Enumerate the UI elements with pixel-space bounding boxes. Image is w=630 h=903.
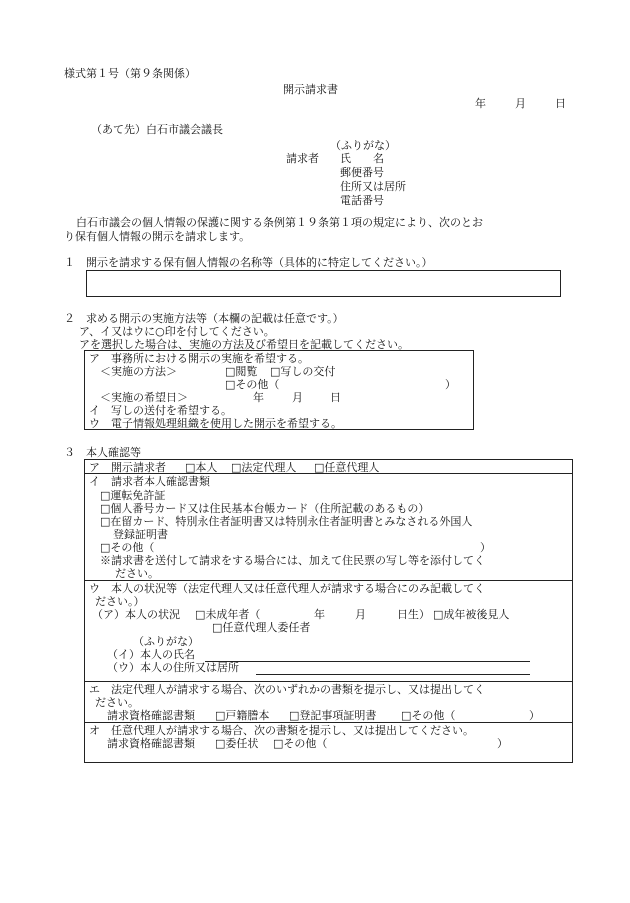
residence-card-continued: 登録証明書 [113, 528, 168, 541]
id-documents-heading: イ 請求者本人確認書類 [89, 475, 210, 488]
section2-option-a[interactable]: ア 事務所における開示の実施を希望する。 [89, 352, 309, 365]
method-other-checkbox[interactable]: □その他（ [225, 378, 280, 391]
requester-type-label: ア 開示請求者 [89, 461, 166, 474]
row-divider [84, 681, 573, 682]
principal-status-label: （ア）本人の状況 [92, 608, 180, 621]
id-other-checkbox[interactable]: □その他（ [100, 541, 155, 554]
legal-agent-docs-heading: エ 法定代理人が請求する場合、次のいずれかの書類を提示し、又は提出してく [89, 683, 485, 696]
section1-heading: １ 開示を請求する保有個人情報の名称等（具体的に特定してください。） [64, 256, 433, 269]
mail-request-note: ※請求書を送付して請求をする場合には、加えて住民票の写し等を添付してく [100, 554, 485, 567]
requester-furigana: （ふりがな） [330, 139, 396, 152]
minor-checkbox[interactable]: □未成年者（ [195, 608, 261, 621]
addressee: （あて先）白石市議会議長 [91, 123, 223, 136]
proxy-letter-checkbox[interactable]: □委任状 [215, 737, 259, 750]
voluntary-agent-docs-label: 請求資格確認書類 [107, 737, 195, 750]
row-divider [84, 473, 573, 474]
requester-name-label: 氏 名 [340, 152, 384, 165]
section3-heading: ３ 本人確認等 [64, 446, 141, 459]
registry-certificate-checkbox[interactable]: □登記事項証明書 [289, 709, 377, 722]
section2-heading: ２ 求める開示の実施方法等（本欄の記載は任意です。） [64, 312, 344, 325]
method-other-close: ） [445, 378, 456, 391]
date-day-label: 日 [555, 97, 566, 110]
birth-month-label: 月 [355, 608, 366, 621]
form-number: 様式第１号（第９条関係） [64, 67, 196, 80]
section2-note-1: ア、イ又はウに○印を付してください。 [79, 325, 275, 338]
date-month-label: 月 [515, 97, 526, 110]
preferred-date-month: 月 [292, 391, 303, 404]
principal-name-label: （イ）本人の氏名 [107, 648, 195, 661]
section2-option-c[interactable]: ウ 電子情報処理組織を使用した開示を希望する。 [89, 417, 342, 430]
intro-line-1: 白石市議会の個人情報の保護に関する条例第１９条第１項の規定により、次のとお [76, 216, 483, 229]
principal-address-label: （ウ）本人の住所又は居所 [107, 661, 239, 674]
principal-status-heading: ウ 本人の状況等（法定代理人又は任意代理人が請求する場合にのみ記載してく [89, 582, 485, 595]
principal-status-heading-continued: ださい。） [95, 595, 145, 608]
preferred-date-label: ＜実施の希望日＞ [100, 391, 188, 404]
principal-name-line[interactable] [205, 661, 530, 662]
voluntary-other-close: ） [497, 737, 508, 750]
mail-request-note-continued: ださい。 [115, 567, 159, 580]
requester-label: 請求者 [286, 152, 319, 165]
requester-legal-agent-checkbox[interactable]: □法定代理人 [231, 461, 297, 474]
requester-self-checkbox[interactable]: □本人 [185, 461, 218, 474]
section2-note-2: アを選択した場合は、実施の方法及び希望日を記載してください。 [79, 338, 409, 351]
legal-other-close: ） [529, 709, 540, 722]
date-year-label: 年 [475, 97, 486, 110]
principal-address-line[interactable] [256, 674, 530, 675]
preferred-date-day: 日 [330, 391, 341, 404]
koseki-checkbox[interactable]: □戸籍謄本 [215, 709, 270, 722]
section1-input-box[interactable] [86, 270, 561, 297]
intro-line-2: り保有個人情報の開示を請求します。 [64, 230, 251, 243]
principal-furigana-label: （ふりがな） [133, 635, 199, 648]
adult-ward-checkbox[interactable]: □成年被後見人 [433, 608, 510, 621]
row-divider [84, 580, 573, 581]
method-label: ＜実施の方法＞ [100, 365, 177, 378]
residence-card-checkbox[interactable]: □在留カード、特別永住者証明書又は特別永住者証明書とみなされる外国人 [100, 515, 473, 528]
birth-year-label: 年 [314, 608, 325, 621]
preferred-date-year: 年 [253, 391, 264, 404]
row-divider [84, 722, 573, 723]
document-title: 開示請求書 [283, 83, 338, 96]
legal-agent-docs-label: 請求資格確認書類 [107, 709, 195, 722]
id-other-close: ） [480, 541, 491, 554]
method-copy-checkbox[interactable]: □写しの交付 [270, 365, 336, 378]
drivers-license-checkbox[interactable]: □運転免許証 [100, 489, 166, 502]
requester-voluntary-agent-checkbox[interactable]: □任意代理人 [314, 461, 380, 474]
my-number-card-checkbox[interactable]: □個人番号カード又は住民基本台帳カード（住所記載のあるもの） [100, 502, 430, 515]
voluntary-principal-checkbox[interactable]: □任意代理人委任者 [212, 621, 311, 634]
method-view-checkbox[interactable]: □閲覧 [225, 365, 258, 378]
voluntary-agent-docs-heading: オ 任意代理人が請求する場合、次の書類を提示し、又は提出してください。 [89, 724, 474, 737]
voluntary-other-checkbox[interactable]: □その他（ [273, 737, 328, 750]
requester-postal-label: 郵便番号 [340, 166, 384, 179]
birth-day-label: 日生） [397, 608, 430, 621]
requester-phone-label: 電話番号 [340, 194, 384, 207]
legal-other-checkbox[interactable]: □その他（ [401, 709, 456, 722]
requester-address-label: 住所又は居所 [340, 180, 406, 193]
legal-agent-docs-heading-continued: ださい。 [95, 696, 139, 709]
section2-option-b[interactable]: イ 写しの送付を希望する。 [89, 404, 232, 417]
